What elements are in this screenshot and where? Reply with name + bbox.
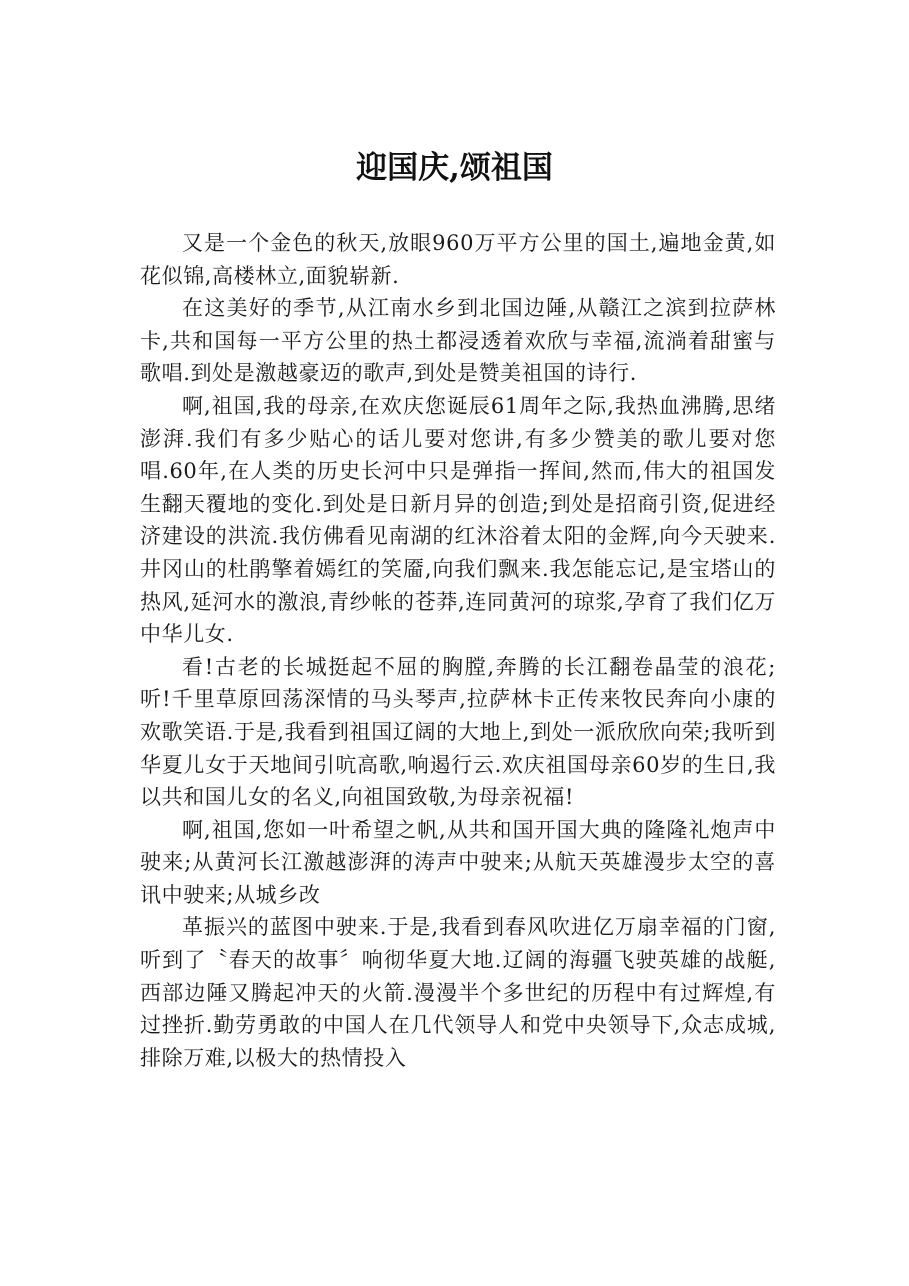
paragraph: 啊,祖国,我的母亲,在欢庆您诞辰61周年之际,我热血沸腾,思绪澎湃.我们有多少贴心的话儿要对您讲,有多少赞美的歌儿要对您唱.60年,在人类的历史长河中只是弹指一挥间,然而,伟大的祖国发生翻天覆地的变化.到处是日新月异的创造;到处是招商引资,促进经济建设的洪流.我仿佛看见南湖的红沐浴着太阳的金辉,向今天驶来.井冈山的杜鹃擎着嫣红的笑靥,向我们飘来.我怎能忘记,是宝塔山的热风,延河水的激浪,青纱帐的苍莽,连同黄河的琼浆,孕育了我们亿万中华儿女. <box>140 393 776 647</box>
document-body <box>140 227 776 1074</box>
paragraph: 在这美好的季节,从江南水乡到北国边陲,从赣江之滨到拉萨林卡,共和国每一平方公里的热土都浸透着欢欣与幸福,流淌着甜蜜与歌唱.到处是激越豪迈的歌声,到处是赞美祖国的诗行. <box>140 296 776 386</box>
paragraph: 看!古老的长城挺起不屈的胸膛,奔腾的长江翻卷晶莹的浪花;听!千里草原回荡深情的马头琴声,拉萨林卡正传来牧民奔向小康的欢歌笑语.于是,我看到祖国辽阔的大地上,到处一派欣欣向荣;我听到华夏儿女于天地间引吭高歌,响遏行云.欢庆祖国母亲60岁的生日,我以共和国儿女的名义,向祖国致敬,为母亲祝福! <box>140 654 776 810</box>
document-title: 迎国庆,颂祖国 <box>356 150 553 186</box>
paragraph: 革振兴的蓝图中驶来.于是,我看到春风吹进亿万扇幸福的门窗,听到了〝春天的故事〞响彻华夏大地.辽阔的海疆飞驶英雄的战艇,西部边陲又腾起冲天的火箭.漫漫半个多世纪的历程中有过辉煌,有过挫折.勤劳勇敢的中国人在几代领导人和党中央领导下,众志成城,排除万难,以极大的热情投入 <box>140 915 776 1070</box>
paragraph: 又是一个金色的秋天,放眼960万平方公里的国土,遍地金黄,如花似锦,高楼林立,面貌崭新. <box>140 231 776 288</box>
paragraph: 啊,祖国,您如一叶希望之帆,从共和国开国大典的隆隆礼炮声中驶来;从黄河长江激越澎湃的涛声中驶来;从航天英雄漫步太空的喜讯中驶来;从城乡改 <box>140 817 776 907</box>
